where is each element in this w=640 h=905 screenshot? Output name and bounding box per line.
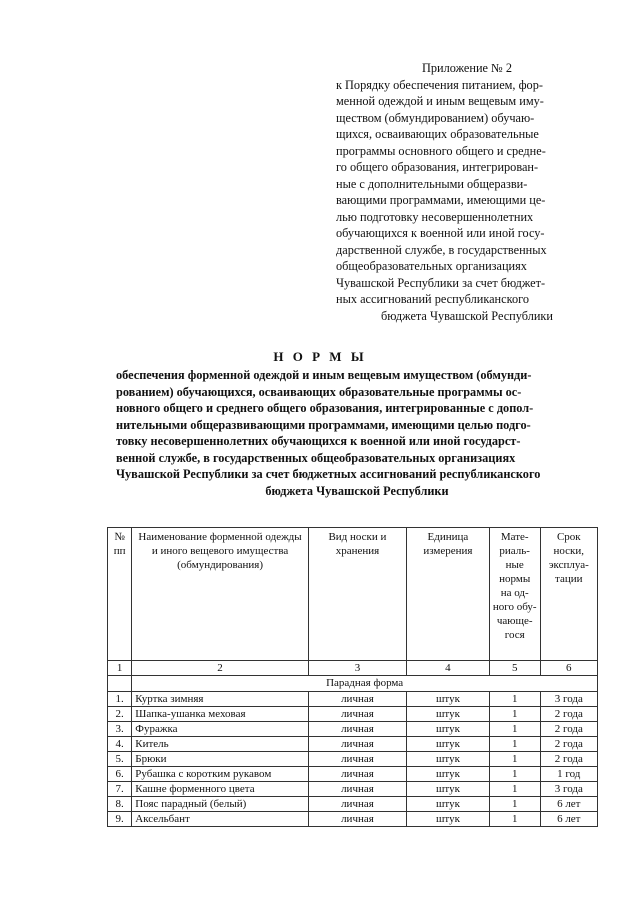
cell-norm: 1 [489, 797, 540, 812]
cell-number: 3. [108, 722, 132, 737]
cell-wear-type: личная [308, 722, 406, 737]
appendix-line: обучающихся к военной или иной госу- [336, 226, 545, 240]
cell-term: 6 лет [540, 797, 597, 812]
cell-name: Аксельбант [132, 812, 309, 827]
appendix-title: Приложение № 2 [421, 61, 513, 75]
table-row [108, 782, 598, 797]
column-number: 5 [489, 661, 540, 676]
cell-wear-type: личная [308, 692, 406, 707]
subtitle-line: рованием) обучающихся, осваивающих образовательные программы ос- [116, 384, 522, 399]
cell-unit: штук [407, 692, 490, 707]
table-row [108, 722, 598, 737]
cell-term: 2 года [540, 752, 597, 767]
appendix-line: лью подготовку несовершеннолетних [336, 209, 534, 224]
appendix-line: программы основного общего и средне- [336, 143, 546, 158]
table-row [108, 737, 598, 752]
cell-number: 4. [108, 737, 132, 752]
column-number: 2 [132, 661, 309, 676]
document-subtitle [116, 367, 598, 499]
appendix-line: менной одеждой и иным вещевым иму- [336, 94, 544, 108]
cell-norm: 1 [489, 812, 540, 827]
cell-norm: 1 [489, 767, 540, 782]
table-row [108, 767, 598, 782]
cell-norm: 1 [489, 722, 540, 737]
subtitle-line: венной службе, в государственных общеобразовательных организациях [116, 450, 516, 465]
column-number: 4 [407, 661, 490, 676]
subtitle-line: Чувашской Республики за счет бюджетных ассигнований республиканского [116, 467, 541, 481]
appendix-line: ные с дополнительными общеразви- [336, 176, 528, 191]
appendix-line: вающими программами, имеющими це- [336, 193, 546, 207]
appendix-line: общеобразовательных организациях [336, 259, 527, 273]
appendix-line: к Порядку обеспечения питанием, фор- [336, 77, 543, 92]
cell-unit: штук [407, 782, 490, 797]
section-row [108, 676, 598, 692]
appendix-line: го общего образования, интегрирован- [336, 160, 539, 174]
cell-term: 6 лет [540, 812, 597, 827]
cell-unit: штук [407, 812, 490, 827]
subtitle-line: новного общего и среднего общего образования, интегрированные с допол- [116, 401, 534, 415]
table-row [108, 707, 598, 722]
cell-name: Китель [132, 737, 309, 752]
table-row [108, 752, 598, 767]
header-norm: Мате-риаль-ные нормы на од-ного обу-чающе-гося [489, 528, 540, 661]
cell-unit: штук [407, 722, 490, 737]
cell-number: 1. [108, 692, 132, 707]
cell-name: Шапка-ушанка меховая [132, 707, 309, 722]
appendix-line: ществом (обмундированием) обучаю- [336, 110, 535, 125]
cell-unit: штук [407, 767, 490, 782]
cell-wear-type: личная [308, 782, 406, 797]
column-number: 1 [108, 661, 132, 676]
norms-table [107, 527, 598, 827]
cell-name: Брюки [132, 752, 309, 767]
header-name: Наименование форменной одежды и иного вещевого имущества (обмундирования) [132, 528, 309, 661]
cell-term: 2 года [540, 737, 597, 752]
cell-name: Куртка зимняя [132, 692, 309, 707]
appendix-line: бюджета Чувашской Республики [381, 308, 553, 323]
appendix-line: ных ассигнований республиканского [336, 292, 529, 306]
cell-norm: 1 [489, 692, 540, 707]
cell-name: Рубашка с коротким рукавом [132, 767, 309, 782]
cell-number: 9. [108, 812, 132, 827]
cell-norm: 1 [489, 737, 540, 752]
table-row [108, 812, 598, 827]
cell-norm: 1 [489, 782, 540, 797]
subtitle-line: обеспечения форменной одеждой и иным вещевым имуществом (обмунди- [116, 368, 532, 382]
cell-wear-type: личная [308, 752, 406, 767]
column-number: 3 [308, 661, 406, 676]
header-number: № пп [108, 528, 132, 661]
header-unit: Единица измерения [407, 528, 490, 661]
table-row [108, 797, 598, 812]
section-spacer [108, 676, 132, 692]
cell-name: Фуражка [132, 722, 309, 737]
appendix-line: дарственной службе, в государственных [336, 242, 547, 257]
subtitle-line: нительными общеразвивающими программами, имеющими целью подго- [116, 417, 531, 432]
cell-number: 2. [108, 707, 132, 722]
cell-term: 2 года [540, 722, 597, 737]
cell-wear-type: личная [308, 737, 406, 752]
cell-name: Пояс парадный (белый) [132, 797, 309, 812]
cell-term: 3 года [540, 692, 597, 707]
column-number: 6 [540, 661, 597, 676]
cell-number: 6. [108, 767, 132, 782]
cell-number: 5. [108, 752, 132, 767]
cell-unit: штук [407, 707, 490, 722]
cell-number: 7. [108, 782, 132, 797]
subtitle-line: товку несовершеннолетних обучающихся к военной или иной государст- [116, 434, 521, 448]
cell-number: 8. [108, 797, 132, 812]
cell-norm: 1 [489, 752, 540, 767]
cell-unit: штук [407, 797, 490, 812]
appendix-block [336, 60, 598, 324]
subtitle-line: бюджета Чувашской Республики [265, 483, 449, 498]
header-term: Срок носки, эксплуа-тации [540, 528, 597, 661]
cell-wear-type: личная [308, 707, 406, 722]
cell-term: 1 год [540, 767, 597, 782]
cell-norm: 1 [489, 707, 540, 722]
cell-wear-type: личная [308, 797, 406, 812]
cell-term: 3 года [540, 782, 597, 797]
appendix-line: щихся, осваивающих образовательные [336, 127, 539, 141]
column-number-row [108, 661, 598, 676]
section-title: Парадная форма [132, 676, 598, 692]
table-row [108, 692, 598, 707]
cell-name: Кашне форменного цвета [132, 782, 309, 797]
cell-wear-type: личная [308, 812, 406, 827]
cell-wear-type: личная [308, 767, 406, 782]
cell-term: 2 года [540, 707, 597, 722]
cell-unit: штук [407, 752, 490, 767]
cell-unit: штук [407, 737, 490, 752]
table-header-row [108, 528, 598, 661]
document-title: Н О Р М Ы [273, 349, 367, 364]
header-wear-type: Вид носки и хранения [308, 528, 406, 661]
appendix-line: Чувашской Республики за счет бюджет- [336, 275, 546, 290]
